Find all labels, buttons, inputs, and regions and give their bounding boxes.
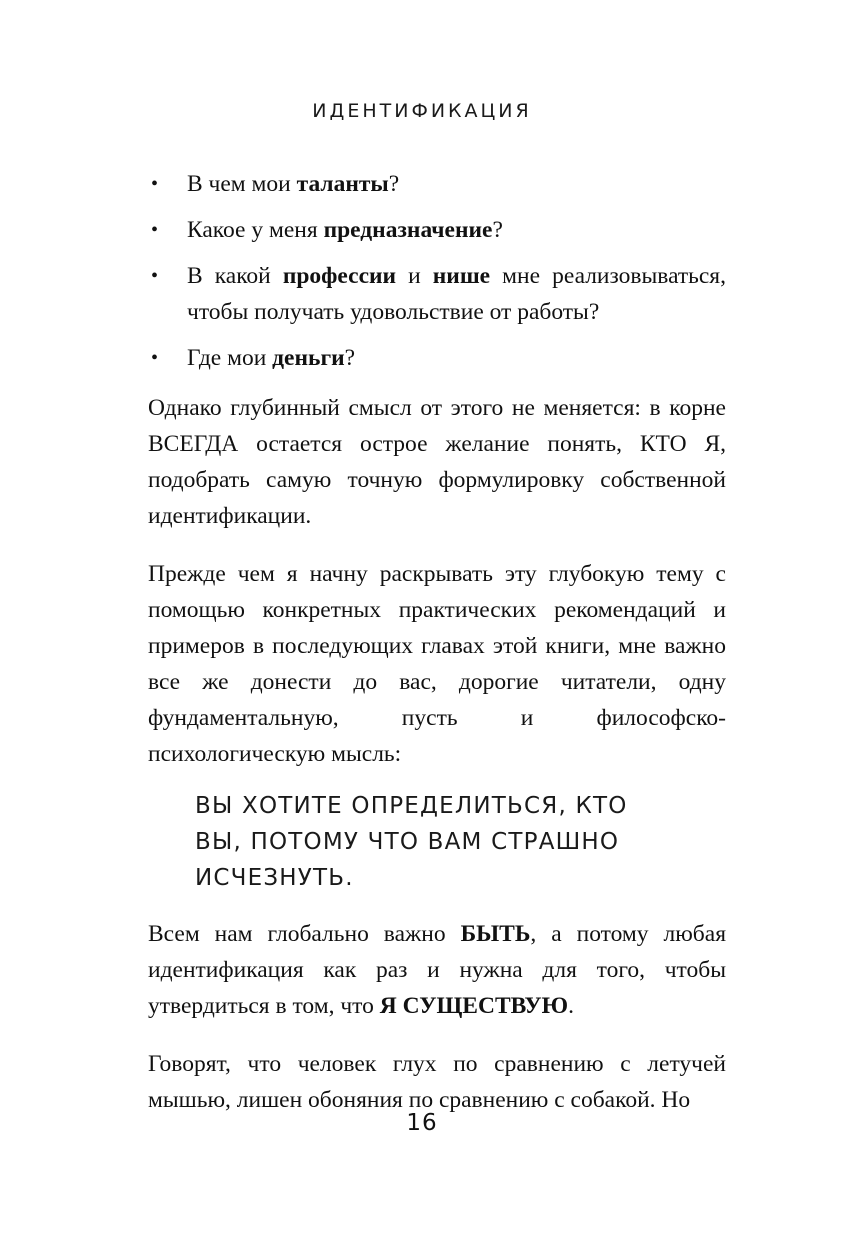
list-item: • Какое у меня предназначение? (148, 212, 726, 248)
list-item: • В чем мои таланты? (148, 166, 726, 202)
paragraph-senses: Говорят, что человек глух по сравнению с летучей мышью, лишен обоняния по сравнению с собакой. Но (148, 1051, 726, 1113)
pull-quote (148, 788, 726, 896)
page-number: 16 (406, 1110, 438, 1136)
running-header: ИДЕНТИФИКАЦИЯ (312, 100, 532, 122)
questions-list (148, 166, 726, 376)
quote-line: ИСЧЕЗНУТЬ. (195, 865, 354, 891)
paragraph-intro: Прежде чем я начну раскрывать эту глубокую тему с помощью конкретных практических рекомендаций и примеров в последующих главах этой книги, мне важно все же донести до вас, дорогие читатели, одну фундаментальную, пусть и философско-психологическую мысль: (148, 561, 726, 767)
paragraph-identity: Однако глубинный смысл от этого не меняется: в корне ВСЕГДА остается острое желание понять, КТО Я, подобрать самую точную формулировку собственной идентификации. (148, 395, 726, 529)
quote-line: ВЫ ХОТИТЕ ОПРЕДЕЛИТЬСЯ, КТО (195, 793, 628, 819)
paragraph-being: Всем нам глобально важно БЫТЬ, а потому любая идентификация как раз и нужна для того, чтобы утвердиться в том, что Я СУЩЕСТВУЮ. (148, 921, 727, 1019)
list-item: • В какой профессии и нише мне реализовываться, чтобы получать удовольствие от работы? (148, 258, 726, 330)
page-body (148, 166, 726, 1140)
list-item: • Где мои деньги? (148, 340, 726, 376)
quote-line: ВЫ, ПОТОМУ ЧТО ВАМ СТРАШНО (195, 829, 620, 855)
